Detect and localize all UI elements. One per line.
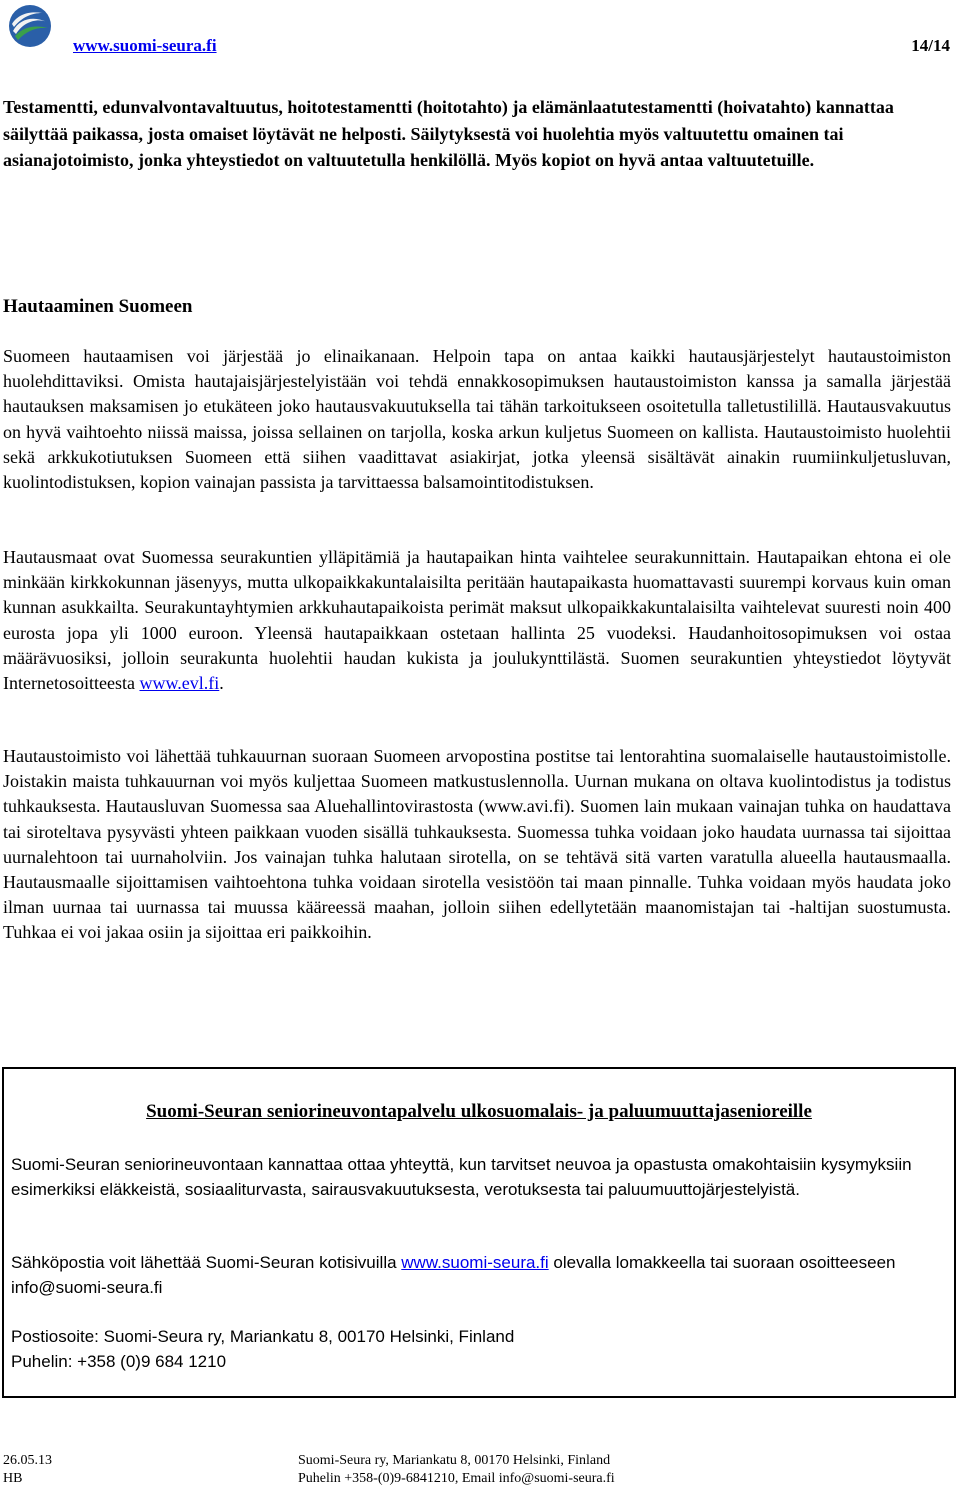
infobox-paragraph-2 <box>11 1250 941 1300</box>
infobox-p2-after: olevalla lomakkeella tai suoraan osoitteeseen info@suomi-seura.fi <box>11 1253 896 1297</box>
postal-address: Postiosoite: Suomi-Seura ry, Mariankatu 8, 00170 Helsinki, Finland <box>11 1327 515 1346</box>
burial-paragraph-2-text: Hautausmaat ovat Suomessa seurakuntien ylläpitämiä ja hautapaikan hinta vaihtelee seurakunnittain. Hautapaikan ehtona ei ole minkään kirkkokunnan jäsenyys, mutta ulkopaikkakuntalaisilta peritään hautapaikasta huomattavasti suurempi korvaus kuin oman kunnan asukkailta. Seurakuntayhtymien arkkuhautapaikoista perimät maksut ulkopaikkakuntalaisilta vaihtelevat suuresti noin 400 eurosta jopa yli 1000 euroon. Yleensä hautapaikkaan ostetaan hallinta 25 vuodeksi. Haudanhoitosopimuksen voi ostaa määrävuosiksi, jolloin seurakunta huolehtii haudan kukista ja joulukynttilästä. Suomen seurakuntien yhteystiedot löytyvät Internetosoitteesta <box>3 547 951 694</box>
suomi-seura-logo-icon <box>8 4 52 48</box>
section-heading: Hautaaminen Suomeen <box>3 296 193 317</box>
footer-address: Suomi-Seura ry, Mariankatu 8, 00170 Helsinki, Finland <box>298 1453 611 1468</box>
infobox-paragraph-1: Suomi-Seuran seniorineuvontaan kannattaa ottaa yhteyttä, kun tarvitset neuvoa ja opastusta omakohtaisiin kysymyksiin esimerkiksi eläkkeistä, sosiaaliturvasta, sairausvakuutuksesta, verotuksesta tai paluumuuttojärjestelyistä. <box>11 1155 912 1199</box>
intro-paragraph: Testamentti, edunvalvontavaltuutus, hoitotestamentti (hoitotahto) ja elämänlaatutestamentti (hoivatahto) kannattaa säilyttää paikassa, josta omaiset löytävät ne helposti. Säilytyksestä voi huolehtia myös valtuutettu omainen tai asianajotoimisto, jonka yhteystiedot on valtuutetulla henkilöllä. Myös kopiot on hyvä antaa valtuutetuille. <box>3 97 894 170</box>
footer-right <box>298 1452 615 1488</box>
burial-paragraph-2 <box>3 545 951 696</box>
suomi-seura-link[interactable]: www.suomi-seura.fi <box>401 1253 549 1272</box>
senior-advice-box <box>2 1067 956 1398</box>
infobox-title: Suomi-Seuran seniorineuvontapalvelu ulkosuomalais- ja paluumuuttajasenioreille <box>146 1101 812 1122</box>
footer-initials: HB <box>3 1471 23 1486</box>
burial-paragraph-1: Suomeen hautaamisen voi järjestää jo elinaikanaan. Helpoin tapa on antaa kaikki hautausjärjestelyt hautaustoimiston huolehdittaviksi. Omista hautajaisjärjestelyistään voi tehdä ennakkosopimuksen hautaustoimiston kanssa ja samalla järjestää hautauksen maksamisen jo etukäteen joko hautausvakuutuksella tai tähän tarkoitukseen osoitetulla talletustilillä. Hautausvakuutus on hyvä vaihtoehto niissä maissa, joissa sellainen on tarjolla, koska arkun kuljetus Suomeen on kallista. Hautaustoimisto huolehtii sekä arkkukotiutuksen Suomeen että siihen vaadittavat asiakirjat, jotka yleensä sisältävät ainakin ruumiinkuljetusluvan, kuolintodistuksen, kopion vainajan passista ja tarvittaessa balsamointitodistuksen. <box>3 346 951 493</box>
header-site-link[interactable]: www.suomi-seura.fi <box>73 36 217 55</box>
footer-contact: Puhelin +358-(0)9-6841210, Email info@suomi-seura.fi <box>298 1471 615 1486</box>
burial-paragraph-3: Hautaustoimisto voi lähettää tuhkauurnan suoraan Suomeen arvopostina postitse tai lentorahtina suomalaiselle hautaustoimistolle. Joistakin maista tuhkauurnan voi myös kuljettaa Suomeen matkustuslennolla. Uurnan mukana on oltava kuolintodistus ja todistus tuhkauksesta. Hautausluvan Suomessa saa Aluehallintovirastosta (www.avi.fi). Suomen lain mukaan vainajan tuhka on haudattava tai siroteltava pysyvästi yhteen paikkaan vuoden sisällä tuhkauksesta. Suomessa tuhka voidaan joko haudata uurnassa tai sijoittaa uurnalehtoon tai uurnaholviin. Jos vainajan tuhka halutaan sirotella, on se tehtävä sitä varten varatulla alueella hautausmaalla. Hautausmaalle sijoittamisen vaihtoehtona tuhka voidaan sirotella vesistöön tai maan pinnalle. Tuhka voidaan myös haudata joko ilman uurnaa tai uurnassa tai muussa kääreessä maahan, jolloin siihen edellytetään maanomistajan tai -haltijan suostumusta. Tuhkaa ei voi jakaa osiin ja sijoittaa eri paikkoihin. <box>3 746 951 943</box>
infobox-p2-before: Sähköpostia voit lähettää Suomi-Seuran kotisivuilla <box>11 1253 402 1272</box>
infobox-contact <box>11 1324 941 1374</box>
page-number: 14/14 <box>911 36 950 55</box>
footer-date: 26.05.13 <box>3 1453 52 1468</box>
evl-link[interactable]: www.evl.fi <box>139 673 220 694</box>
footer-left <box>3 1452 52 1488</box>
burial-paragraph-2-end: . <box>219 673 224 694</box>
phone-number: Puhelin: +358 (0)9 684 1210 <box>11 1352 227 1371</box>
